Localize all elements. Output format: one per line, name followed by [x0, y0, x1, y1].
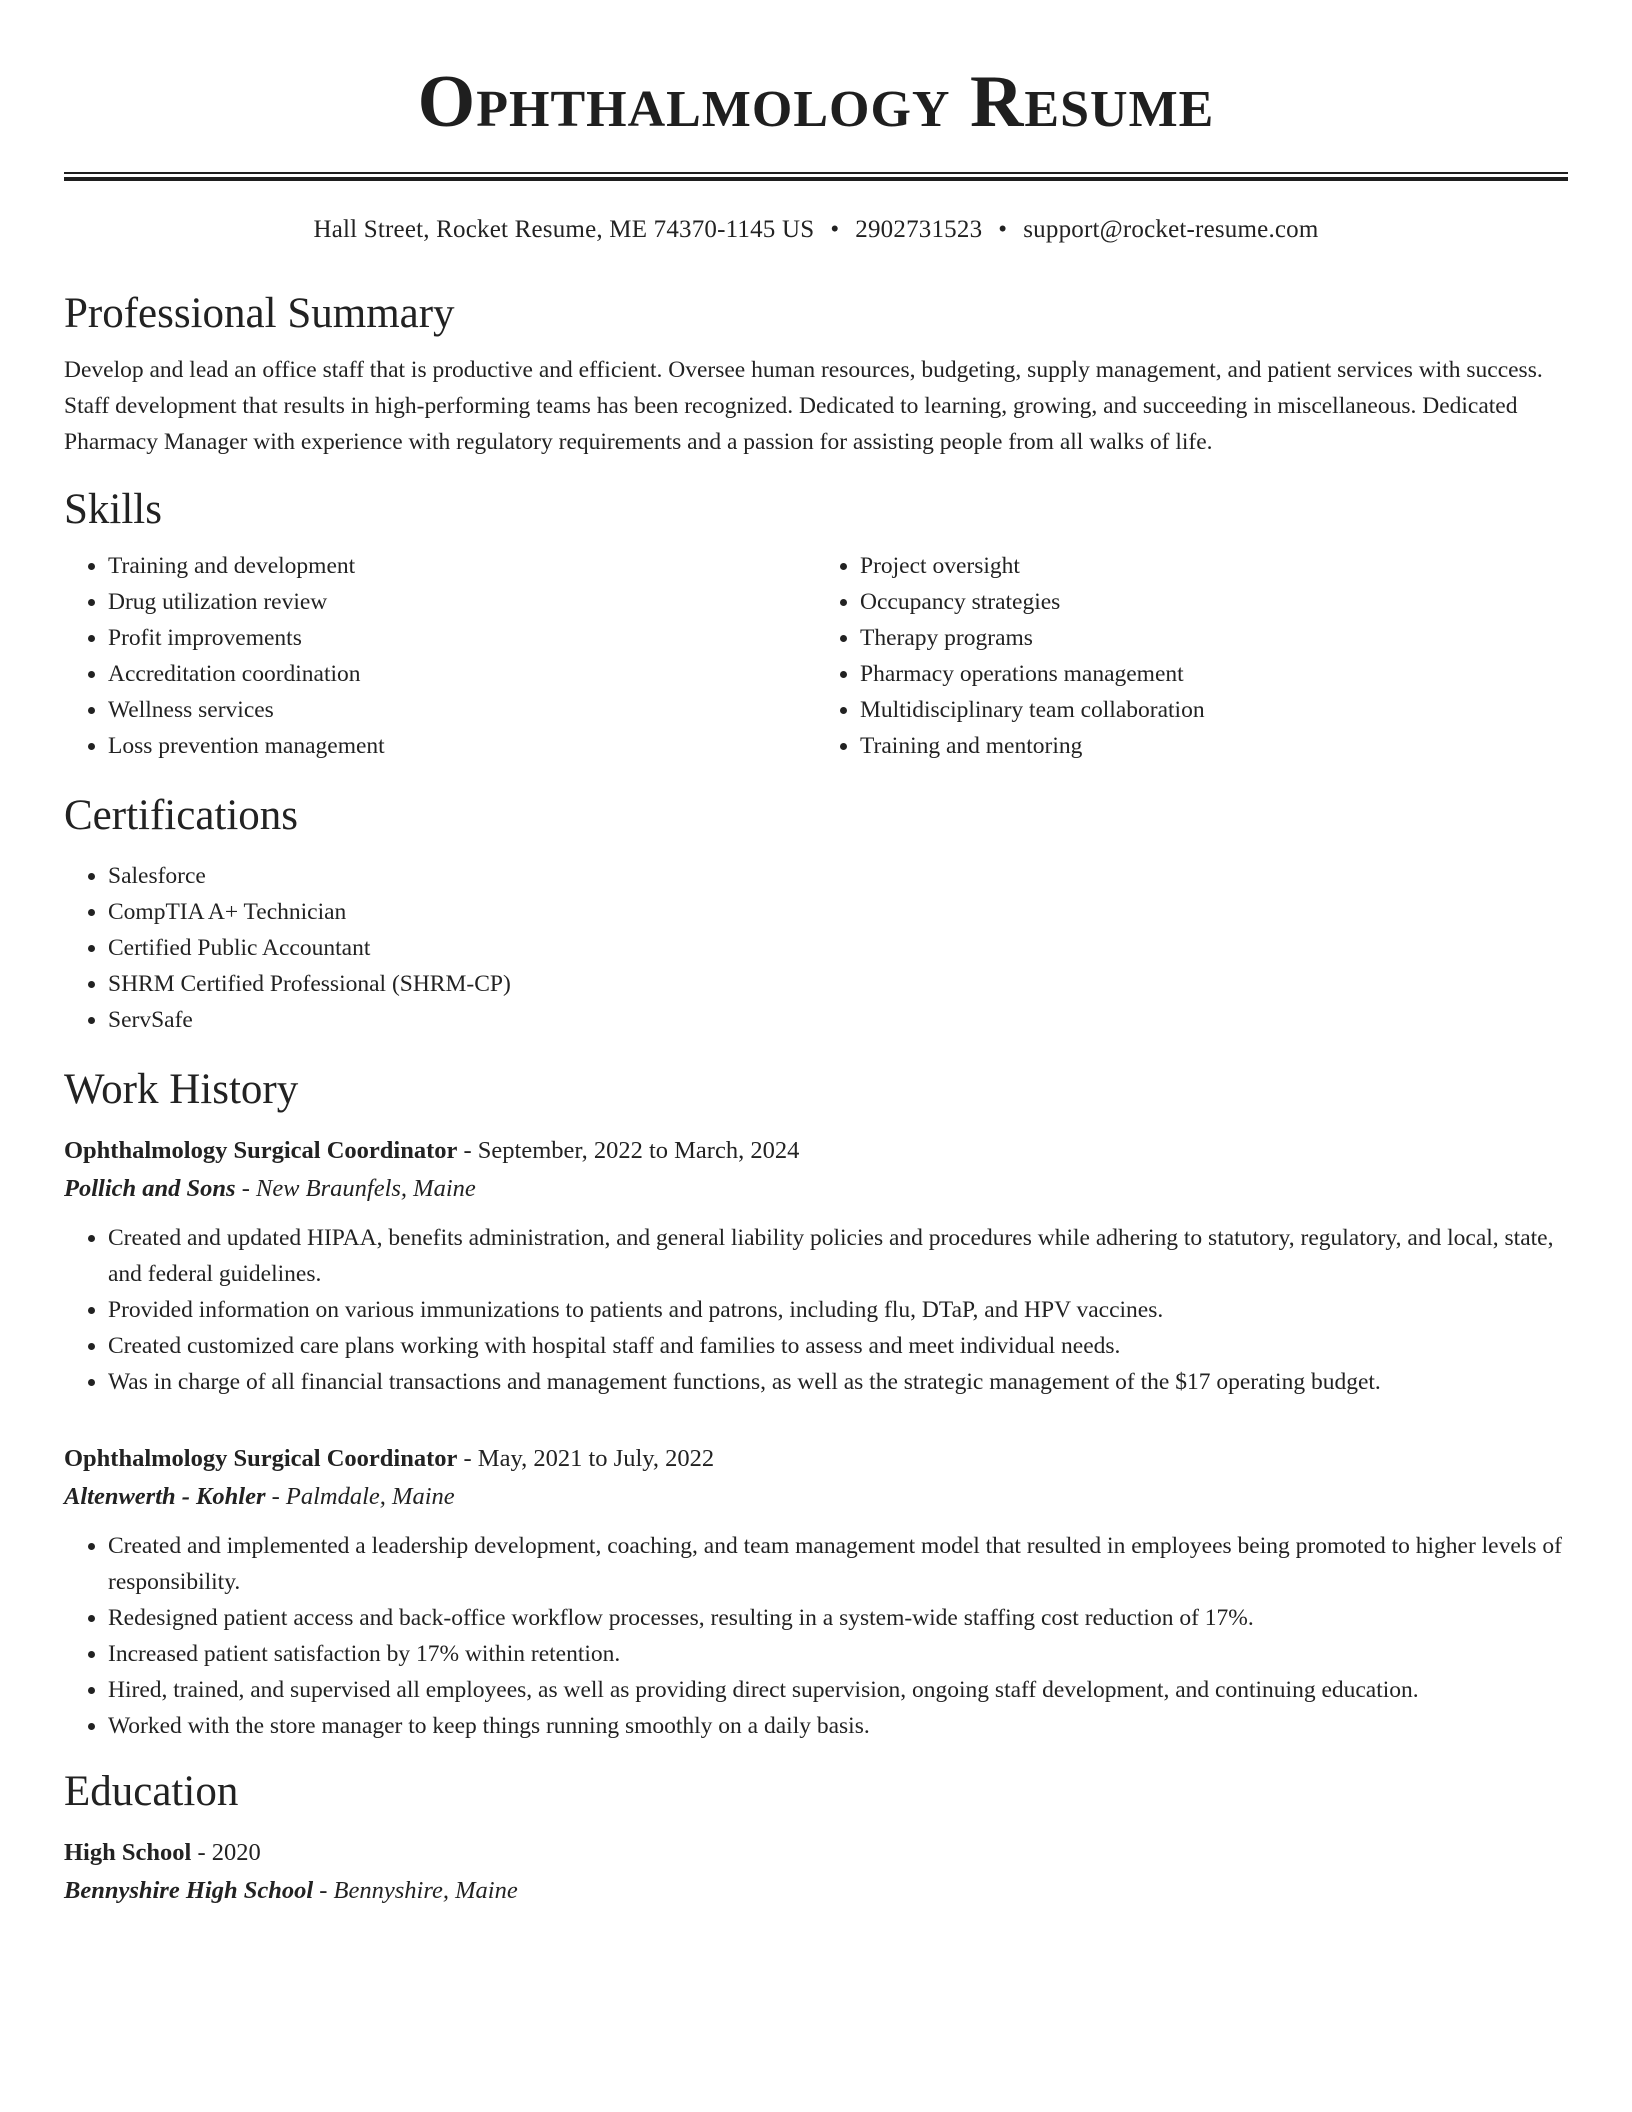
- skill-item: • Training and mentoring: [860, 728, 1568, 764]
- education-entry: [64, 1834, 1568, 1910]
- summary-text: Develop and lead an office staff that is productive and efficient. Oversee human resources, budgeting, supply management, and patient services with success. Staff development that results in high-performing teams has been recognized. Dedicated to learning, growing, and succeeding in miscellaneous. Dedicated Pharmacy Manager with experience with regulatory requirements and a passion for assisting people from all walks of life.: [64, 357, 1543, 455]
- job-title-line: [64, 1440, 1568, 1478]
- certifications-list: [64, 858, 1568, 1038]
- skill-item: • Pharmacy operations management: [860, 656, 1568, 692]
- skills-list-right: [816, 548, 1568, 764]
- job-bullets: [64, 1528, 1568, 1744]
- certification-item: • CompTIA A+ Technician: [108, 894, 1568, 930]
- skill-item: • Loss prevention management: [108, 728, 816, 764]
- education-section: [64, 1766, 1568, 1910]
- job-entry: [64, 1132, 1568, 1400]
- contact-line: [64, 214, 1568, 246]
- education-year: - 2020: [191, 1839, 261, 1866]
- job-title-line: [64, 1132, 1568, 1170]
- skill-item: • Accreditation coordination: [108, 656, 816, 692]
- job-bullet: • Created and implemented a leadership development, coaching, and team management model that resulted in employees being promoted to higher levels of responsibility.: [108, 1528, 1568, 1600]
- certification-item: • Certified Public Accountant: [108, 930, 1568, 966]
- education-school: Bennyshire High School: [64, 1877, 314, 1904]
- education-location: - Bennyshire, Maine: [313, 1877, 518, 1904]
- job-company: Pollich and Sons: [64, 1175, 236, 1202]
- contact-separator: •: [998, 216, 1008, 243]
- contact-separator: •: [830, 216, 840, 243]
- education-degree: High School: [64, 1839, 192, 1866]
- education-heading: Education: [64, 1768, 239, 1815]
- contact-phone: 2902731523: [855, 216, 983, 243]
- certifications-section: [64, 790, 1568, 1038]
- skill-item: • Training and development: [108, 548, 816, 584]
- skills-column-right: [816, 548, 1568, 764]
- certification-item: • ServSafe: [108, 1002, 1568, 1038]
- job-bullet: • Created and updated HIPAA, benefits administration, and general liability policies and procedures while adhering to statutory, regulatory, and local, state, and federal guidelines.: [108, 1220, 1568, 1292]
- certification-item: • SHRM Certified Professional (SHRM-CP): [108, 966, 1568, 1002]
- job-title: Ophthalmology Surgical Coordinator: [64, 1445, 458, 1472]
- summary-section: [64, 288, 1568, 460]
- summary-heading: Professional Summary: [64, 290, 455, 337]
- job-bullet: • Created customized care plans working with hospital staff and families to assess and meet individual needs.: [108, 1328, 1568, 1364]
- skills-list-left: [64, 548, 816, 764]
- job-location: - Palmdale, Maine: [265, 1483, 455, 1510]
- job-company-line: [64, 1170, 1568, 1208]
- job-bullet: • Hired, trained, and supervised all employees, as well as providing direct supervision, ongoing staff development, and continuing education.: [108, 1672, 1568, 1708]
- skills-column-left: [64, 548, 816, 764]
- job-bullets: [64, 1220, 1568, 1400]
- contact-address: Hall Street, Rocket Resume, ME 74370-1145 US: [313, 216, 815, 243]
- skill-item: • Drug utilization review: [108, 584, 816, 620]
- job-bullet: • Worked with the store manager to keep things running smoothly on a daily basis.: [108, 1708, 1568, 1744]
- job-company: Altenwerth - Kohler: [64, 1483, 266, 1510]
- skill-item: • Project oversight: [860, 548, 1568, 584]
- job-title: Ophthalmology Surgical Coordinator: [64, 1137, 458, 1164]
- certifications-heading: Certifications: [64, 792, 299, 839]
- job-entry: [64, 1440, 1568, 1744]
- skill-item: • Multidisciplinary team collaboration: [860, 692, 1568, 728]
- contact-email: support@rocket-resume.com: [1023, 216, 1319, 243]
- skills-grid: [64, 548, 1568, 764]
- skill-item: • Profit improvements: [108, 620, 816, 656]
- title-divider: [64, 172, 1568, 181]
- skill-item: • Occupancy strategies: [860, 584, 1568, 620]
- skill-item: • Wellness services: [108, 692, 816, 728]
- job-bullet: • Was in charge of all financial transactions and management functions, as well as the strategic management of the $17 operating budget.: [108, 1364, 1568, 1400]
- work-history-section: [64, 1064, 1568, 1744]
- skills-heading: Skills: [64, 486, 162, 533]
- certification-item: • Salesforce: [108, 858, 1568, 894]
- job-bullet: • Redesigned patient access and back-office workflow processes, resulting in a system-wide staffing cost reduction of 17%.: [108, 1600, 1568, 1636]
- job-location: - New Braunfels, Maine: [235, 1175, 476, 1202]
- job-bullet: • Increased patient satisfaction by 17% within retention.: [108, 1636, 1568, 1672]
- job-dates: - May, 2021 to July, 2022: [457, 1445, 715, 1472]
- resume-title: Ophthalmology Resume: [417, 61, 1215, 143]
- job-bullet: • Provided information on various immunizations to patients and patrons, including flu, DTaP, and HPV vaccines.: [108, 1292, 1568, 1328]
- job-company-line: [64, 1478, 1568, 1516]
- education-school-line: [64, 1872, 1568, 1910]
- work-history-heading: Work History: [64, 1066, 299, 1113]
- skill-item: • Therapy programs: [860, 620, 1568, 656]
- skills-section: [64, 484, 1568, 764]
- job-dates: - September, 2022 to March, 2024: [457, 1137, 800, 1164]
- education-degree-line: [64, 1834, 1568, 1872]
